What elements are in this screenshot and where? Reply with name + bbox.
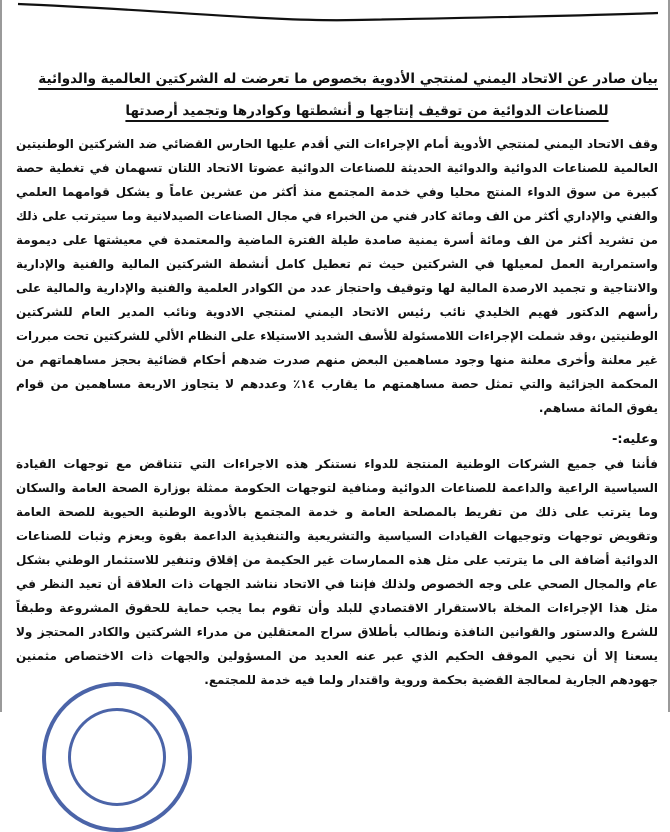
official-stamp-icon [42,682,192,832]
section-label-therefore: وعليه:- [611,432,658,447]
top-divider-line [16,0,658,30]
title-line-2: للصناعات الدوائية من توقيف إنتاجها و أنشطتها وكوادرها وتجميد أرصدتها [125,103,609,119]
document-title [16,68,658,122]
paragraph-2: فأننا في جميع الشركات الوطنية المنتجة للدواء نستنكر هذه الاجراءات التي تتناقض مع توجهات القيادة السياسية الراعية والداعمة للصناعات الدوائية ومنافية لتوجهات الحكومة ممثلة بوزارة الصحة العامة والسكان وما يترتب على ذلك من تفريط بالمصلحة العامة و خدمة المجتمع بالأدوية الوطنية الحيوية للصحة العامة وتقويض توجهات وتوجيهات القيادات السياسية والتشريعية والتنفيذية الداعمة بقوة وبعزم وثبات للصناعات الدوائية أضافة الى ما يترتب على مثل هذه الممارسات غير الحكيمة من إقلاق وتنفير للاستثمار الوطني بشكل عام والمجال الصحي على وجه الخصوص ولذلك فإننا في الاتحاد نناشد الجهات ذات العلاقة أن تعيد النظر في مثل هذا الإجراءات المخلة بالاستقرار الاقتصادي للبلد وأن تقوم بما يجب حماية للحقوق المشروعة وطبقاً للشرع والدستور والقوانين النافذة ونطالب بأطلاق سراح المعتقلين من مدراء الشركتين والكادر المحتجز ولا يسعنا إلا أن نحيي الموقف الحكيم الذي عبر عنه العديد من المسؤولين والجهات ذات الاختصاص مثمنين جهودهم الجارية لمعالجة القضية بحكمة وروية واقتدار ولما فيه خدمة للمجتمع. [16,457,658,687]
paragraph-1: وقف الاتحاد اليمني لمنتجي الأدوية أمام الإجراءات التي أقدم عليها الحارس القضائي ضد الشركتين الوطنيتين العالمية للصناعات الدوائية والدوائية الحديثة للصناعات الدوائية عضوتا الاتحاد اللتان تسهمان في تغطية حصة كبيرة من سوق الدواء المنتج محليا وفي خدمة المجتمع منذ أكثر من عشرين عاماً و يشكل قوامهما العلمي والفني والإداري أكثر من الف ومائة كادر فني من الخبراء في مجال الصناعات الصيدلانية وما سيترتب على ذلك من تشريد أكثر من الف ومائة أسرة يمنية صامدة طيلة الفترة الماضية والمعتمدة في معيشتها على ديمومة واستمرارية العمل لمعيلها في الشركتين حيث تم تعطيل كامل أنشطة الشركتين المالية والفنية والإدارية والانتاجية و تجميد الارصدة المالية لها وتوقيف واحتجاز عدد من الكوادر العلمية والفنية والإدارية والمالية على رأسهم الدكتور فهيم الخليدي نائب رئيس الاتحاد اليمني لمنتجي الادوية ونائب المدير العام للشركتين الوطنيتين ،وقد شملت الإجراءات اللامسئولة للأسف الشديد الاستيلاء على النظام الألي للشركتين تحت مبررات غير معلنة وأخرى معلنة منها وجود مساهمين البعض منهم صدرت ضدهم أحكام قضائية بحجز مساهماتهم من المحكمة الجزائية والتي تمثل حصة مساهمتهم ما يقارب ١٤٪ وعددهم لا يتجاوز الاربعة مساهمين من قوام يفوق المائة مساهم. [16,137,658,415]
document-body [16,132,658,692]
stamp-inner-ring [68,708,166,806]
title-line-1: بيان صادر عن الاتحاد اليمني لمنتجي الأدوية بخصوص ما تعرضت له الشركتين العالمية والدوائية [38,71,658,87]
